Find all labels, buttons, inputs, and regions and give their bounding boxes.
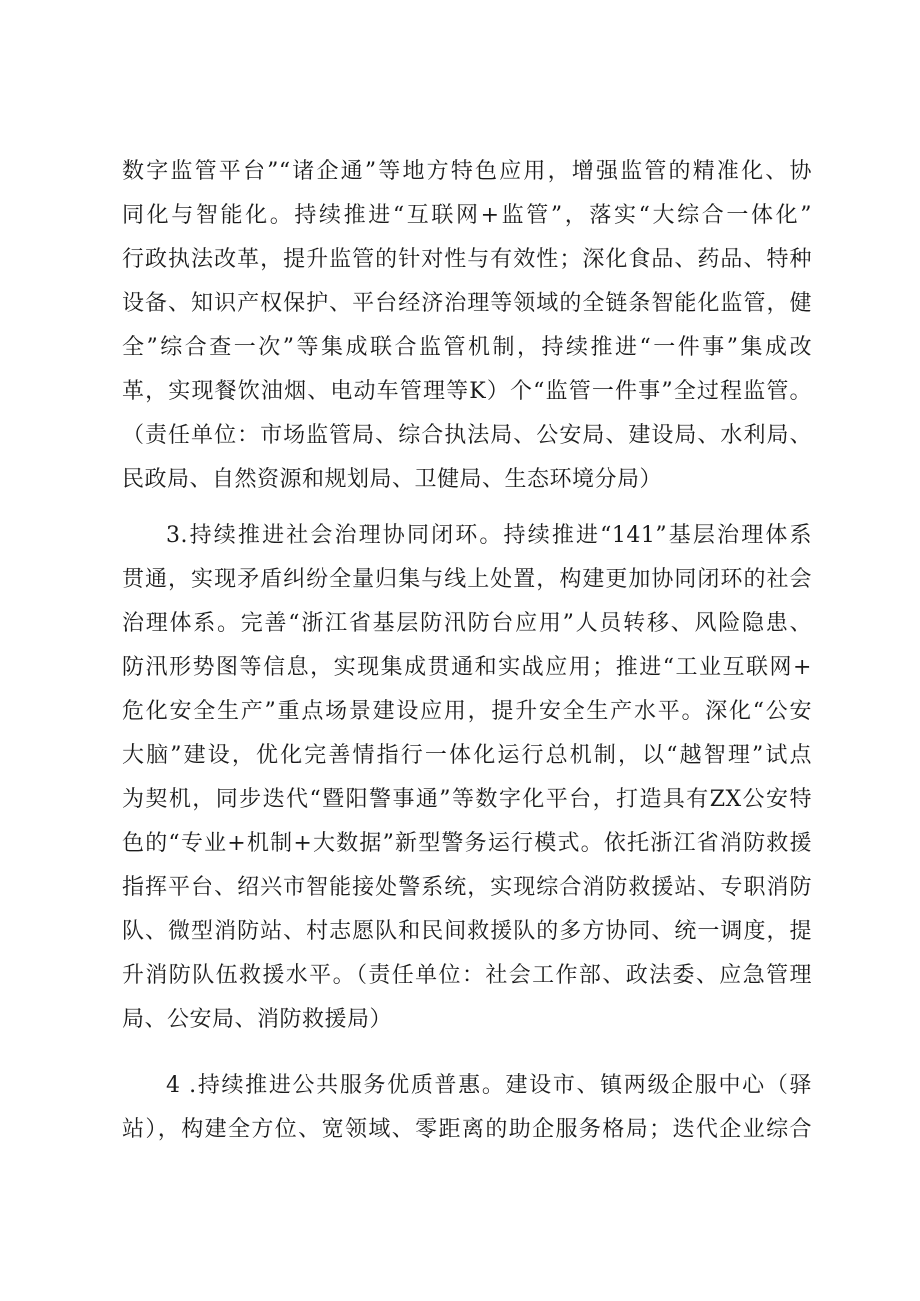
text-line: （责任单位：市场监管局、综合执法局、公安局、建设局、水利局、 (122, 423, 812, 448)
text-line: 色的“专业+机制+大数据”新型警务运行模式。依托浙江省消防救援 (122, 831, 812, 856)
text-line: 行政执法改革，提升监管的针对性与有效性；深化食品、药品、特种 (122, 247, 812, 272)
text-line: 治理体系。完善“浙江省基层防汛防台应用”人员转移、风险隐患、 (122, 611, 812, 636)
text-line: 防汛形势图等信息，实现集成贯通和实战应用；推进“工业互联网+ (122, 655, 812, 680)
text-line: 站），构建全方位、宽领域、零距离的助企服务格局；迭代企业综合 (122, 1117, 812, 1142)
text-line: 设备、知识产权保护、平台经济治理等领域的全链条智能化监管，健 (122, 291, 812, 316)
text-line: 队、微型消防站、村志愿队和民间救援队的多方协同、统一调度，提 (122, 919, 812, 944)
text-line: 升消防队伍救援水平。（责任单位：社会工作部、政法委、应急管理 (122, 963, 812, 988)
paragraph-first-line: 3.持续推进社会治理协同闭环。持续推进“141”基层治理体系 (166, 523, 812, 548)
text-line: 指挥平台、绍兴市智能接处警系统，实现综合消防救援站、专职消防 (122, 875, 812, 900)
text-line: 为契机，同步迭代“暨阳警事通”等数字化平台，打造具有ZX公安特 (122, 787, 812, 812)
text-line: 危化安全生产”重点场景建设应用，提升安全生产水平。深化“公安 (122, 699, 812, 724)
text-line: 民政局、自然资源和规划局、卫健局、生态环境分局） (122, 467, 663, 492)
paragraph-first-line: 4 .持续推进公共服务优质普惠。建设市、镇两级企服中心（驿 (166, 1073, 812, 1098)
text-line: 大脑”建设，优化完善情指行一体化运行总机制，以“越智理”试点 (122, 743, 812, 768)
text-line: 数字监管平台”“诸企通”等地方特色应用，增强监管的精准化、协 (122, 159, 812, 184)
text-line: 局、公安局、消防救援局） (122, 1007, 393, 1032)
text-line: 同化与智能化。持续推进“互联网+监管”，落实“大综合一体化” (122, 203, 812, 228)
text-line: 革，实现餐饮油烟、电动车管理等K）个“监管一件事”全过程监管。 (122, 379, 812, 404)
text-line: 贯通，实现矛盾纠纷全量归集与线上处置，构建更加协同闭环的社会 (122, 567, 812, 592)
text-line: 全”综合查一次”等集成联合监管机制，持续推进“一件事”集成改 (122, 335, 812, 360)
